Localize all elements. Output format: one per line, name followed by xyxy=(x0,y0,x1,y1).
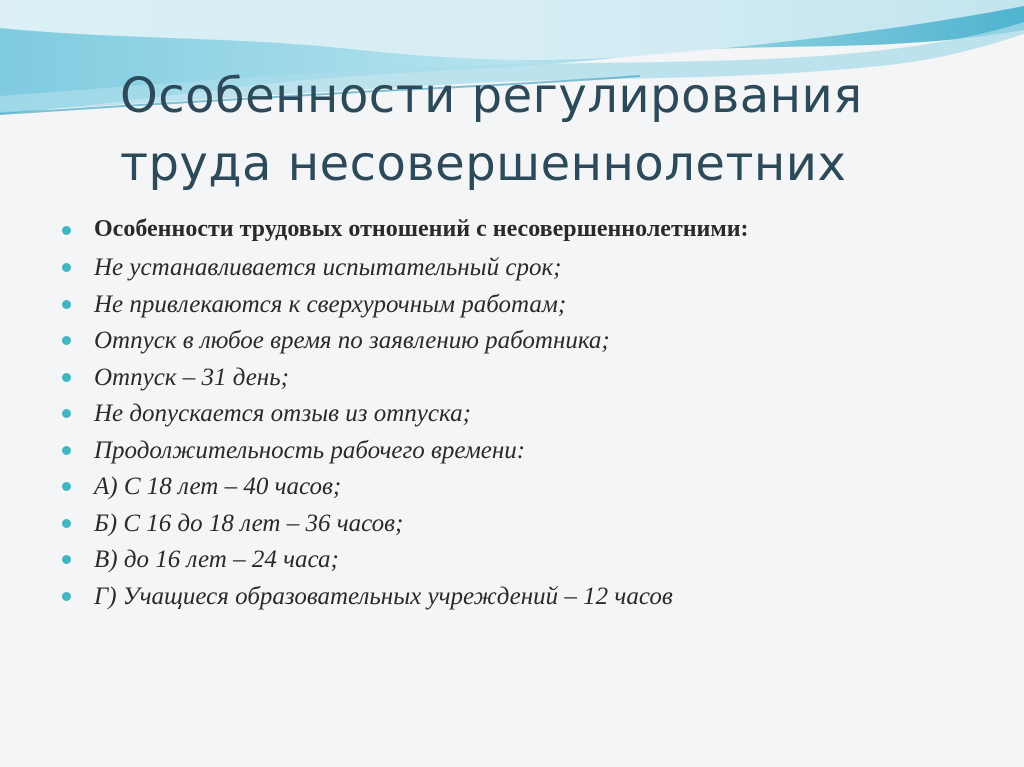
title-line-2: труда несовершеннолетних xyxy=(120,136,847,192)
list-item-text: Особенности трудовых отношений с несовершеннолетними: xyxy=(94,216,749,242)
list-item xyxy=(60,290,980,319)
list-item xyxy=(60,545,980,574)
bullet-icon xyxy=(62,482,71,491)
list-item xyxy=(60,253,980,282)
list-item-text: Отпуск – 31 день; xyxy=(94,363,289,391)
list-item xyxy=(60,436,980,465)
list-item xyxy=(60,326,980,355)
list-item-text: Не устанавливается испытательный срок; xyxy=(94,254,562,281)
list-item-text: Не привлекаются к сверхурочным работам; xyxy=(94,290,567,318)
list-item xyxy=(60,363,980,392)
list-item-text: Не допускается отзыв из отпуска; xyxy=(94,400,471,427)
bullet-icon xyxy=(62,300,71,309)
list-item xyxy=(60,472,980,501)
bullet-icon xyxy=(62,336,71,345)
bullet-icon xyxy=(62,373,71,382)
list-item-text: Продолжительность рабочего времени: xyxy=(94,436,526,464)
list-item xyxy=(60,216,980,243)
bullet-icon xyxy=(62,263,71,272)
bullet-icon xyxy=(62,519,71,528)
slide-title xyxy=(120,62,980,198)
list-item xyxy=(60,509,980,538)
bullet-list xyxy=(60,216,980,618)
list-item-text: Б) С 16 до 18 лет – 36 часов; xyxy=(94,509,404,537)
bullet-icon xyxy=(62,592,71,601)
bullet-icon xyxy=(62,446,71,455)
title-line-1: Особенности регулирования xyxy=(120,68,863,124)
list-item-text: Отпуск в любое время по заявлению работника; xyxy=(94,327,610,354)
list-item-text: Г) Учащиеся образовательных учреждений – 12 часов xyxy=(94,582,673,610)
bullet-icon xyxy=(62,409,71,418)
bullet-icon xyxy=(62,226,71,235)
bullet-icon xyxy=(62,555,71,564)
list-item xyxy=(60,582,980,611)
list-item-text: А) С 18 лет – 40 часов; xyxy=(94,473,342,500)
list-item xyxy=(60,399,980,428)
list-item-text: В) до 16 лет – 24 часа; xyxy=(94,546,339,573)
